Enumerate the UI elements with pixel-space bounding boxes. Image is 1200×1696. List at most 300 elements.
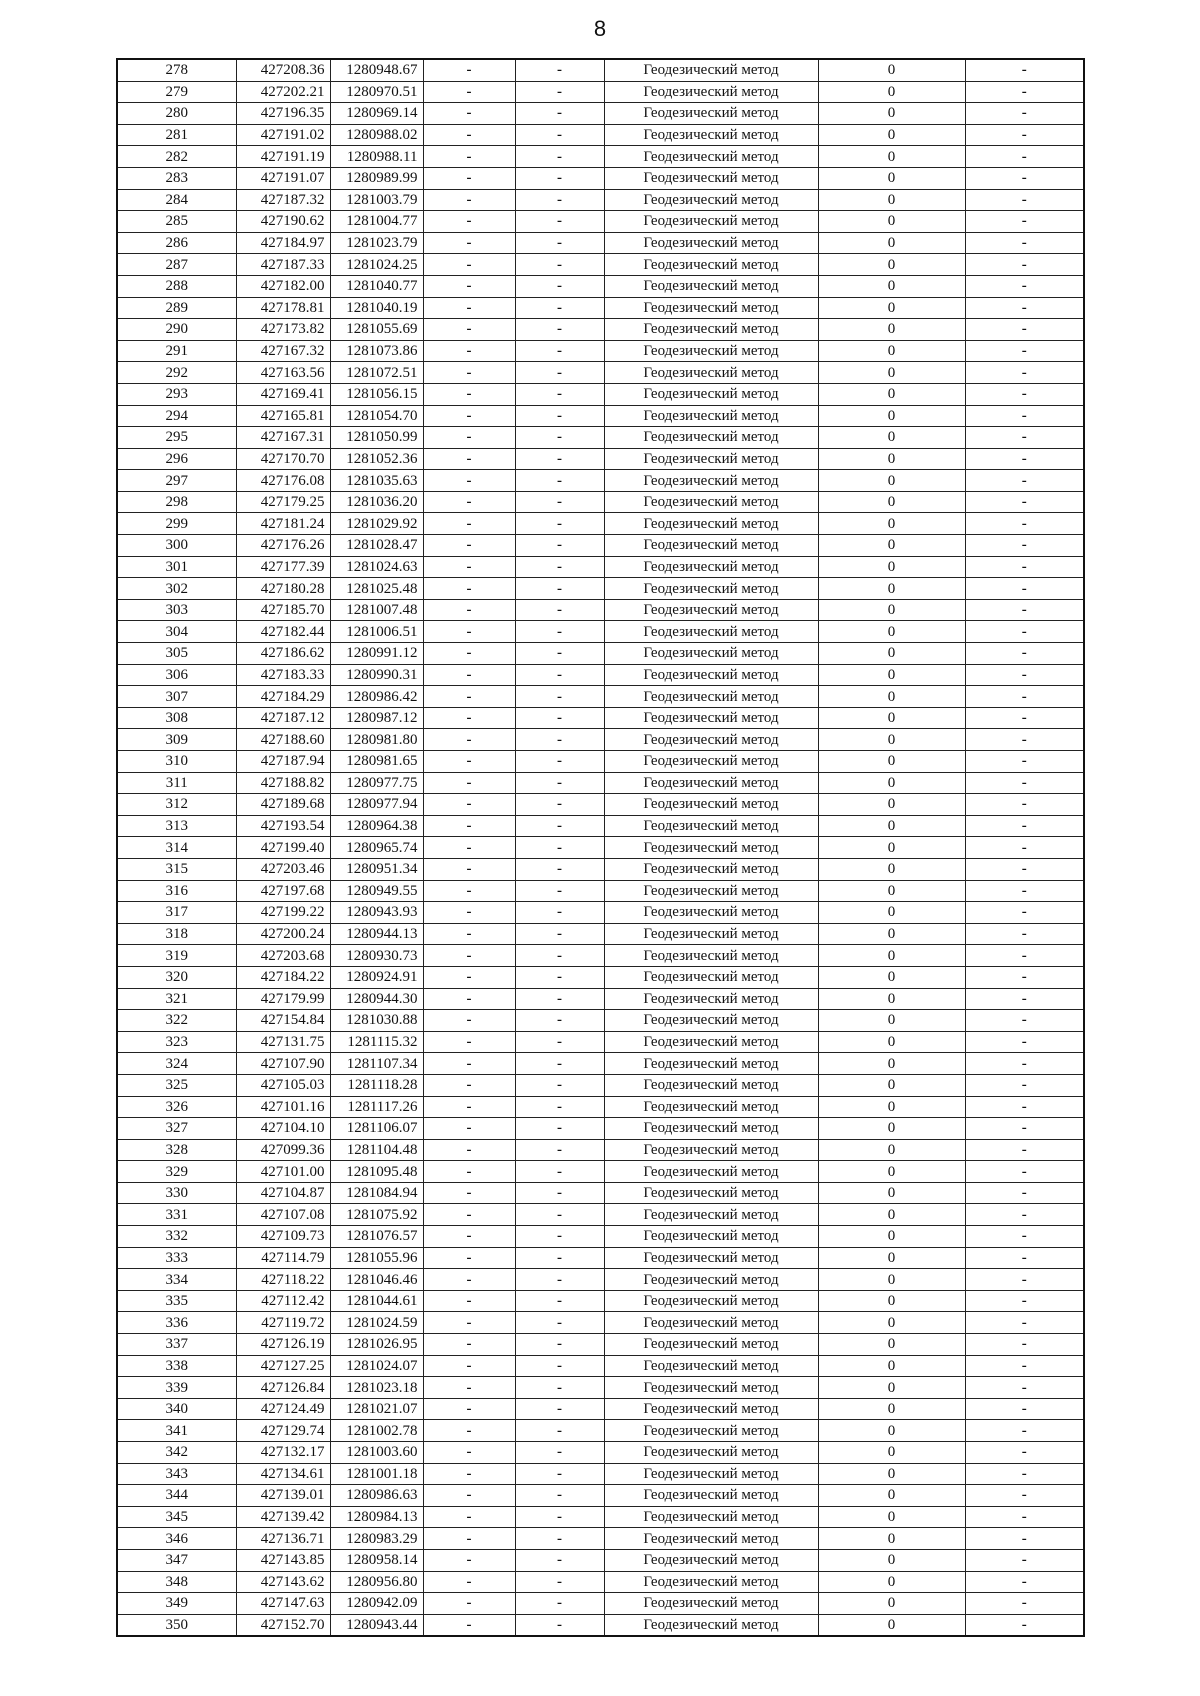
col7-cell: 0	[818, 1485, 965, 1507]
x-coordinate-cell: 427132.17	[236, 1442, 330, 1464]
table-row	[117, 1377, 1084, 1399]
table-row	[117, 1549, 1084, 1571]
y-coordinate-cell: 1280944.13	[330, 923, 423, 945]
table-row	[117, 1226, 1084, 1248]
x-coordinate-cell: 427184.22	[236, 966, 330, 988]
method-cell: Геодезический метод	[604, 1442, 818, 1464]
point-number-cell: 313	[117, 815, 236, 837]
method-cell: Геодезический метод	[604, 1204, 818, 1226]
col8-cell: -	[965, 1290, 1084, 1312]
method-cell: Геодезический метод	[604, 1312, 818, 1334]
x-coordinate-cell: 427202.21	[236, 81, 330, 103]
x-coordinate-cell: 427143.62	[236, 1571, 330, 1593]
x-coordinate-cell: 427181.24	[236, 513, 330, 535]
point-number-cell: 314	[117, 837, 236, 859]
col7-cell: 0	[818, 1053, 965, 1075]
col8-cell: -	[965, 923, 1084, 945]
y-coordinate-cell: 1281030.88	[330, 1010, 423, 1032]
col8-cell: -	[965, 1355, 1084, 1377]
x-coordinate-cell: 427147.63	[236, 1593, 330, 1615]
x-coordinate-cell: 427143.85	[236, 1549, 330, 1571]
method-cell: Геодезический метод	[604, 1290, 818, 1312]
col4-cell: -	[423, 1442, 515, 1464]
method-cell: Геодезический метод	[604, 167, 818, 189]
col4-cell: -	[423, 1161, 515, 1183]
col7-cell: 0	[818, 815, 965, 837]
y-coordinate-cell: 1281055.69	[330, 319, 423, 341]
table-row	[117, 664, 1084, 686]
y-coordinate-cell: 1281073.86	[330, 340, 423, 362]
col5-cell: -	[515, 1528, 604, 1550]
col5-cell: -	[515, 837, 604, 859]
col5-cell: -	[515, 599, 604, 621]
col4-cell: -	[423, 923, 515, 945]
point-number-cell: 282	[117, 146, 236, 168]
x-coordinate-cell: 427131.75	[236, 1031, 330, 1053]
col4-cell: -	[423, 1398, 515, 1420]
col7-cell: 0	[818, 232, 965, 254]
point-number-cell: 327	[117, 1118, 236, 1140]
col7-cell: 0	[818, 1010, 965, 1032]
x-coordinate-cell: 427126.19	[236, 1334, 330, 1356]
col5-cell: -	[515, 427, 604, 449]
x-coordinate-cell: 427193.54	[236, 815, 330, 837]
table-row	[117, 1593, 1084, 1615]
col4-cell: -	[423, 1571, 515, 1593]
col7-cell: 0	[818, 1204, 965, 1226]
table-row	[117, 211, 1084, 233]
col7-cell: 0	[818, 1312, 965, 1334]
table-row	[117, 1139, 1084, 1161]
y-coordinate-cell: 1281021.07	[330, 1398, 423, 1420]
method-cell: Геодезический метод	[604, 448, 818, 470]
point-number-cell: 293	[117, 383, 236, 405]
col7-cell: 0	[818, 103, 965, 125]
y-coordinate-cell: 1281052.36	[330, 448, 423, 470]
y-coordinate-cell: 1281084.94	[330, 1182, 423, 1204]
point-number-cell: 279	[117, 81, 236, 103]
col5-cell: -	[515, 513, 604, 535]
table-row	[117, 1506, 1084, 1528]
method-cell: Геодезический метод	[604, 1398, 818, 1420]
col7-cell: 0	[818, 1182, 965, 1204]
x-coordinate-cell: 427203.68	[236, 945, 330, 967]
col7-cell: 0	[818, 1593, 965, 1615]
col8-cell: -	[965, 535, 1084, 557]
y-coordinate-cell: 1280969.14	[330, 103, 423, 125]
col7-cell: 0	[818, 491, 965, 513]
y-coordinate-cell: 1281006.51	[330, 621, 423, 643]
col7-cell: 0	[818, 729, 965, 751]
point-number-cell: 281	[117, 124, 236, 146]
col4-cell: -	[423, 1420, 515, 1442]
point-number-cell: 285	[117, 211, 236, 233]
col5-cell: -	[515, 686, 604, 708]
x-coordinate-cell: 427187.32	[236, 189, 330, 211]
col5-cell: -	[515, 664, 604, 686]
point-number-cell: 306	[117, 664, 236, 686]
y-coordinate-cell: 1281076.57	[330, 1226, 423, 1248]
col7-cell: 0	[818, 383, 965, 405]
x-coordinate-cell: 427190.62	[236, 211, 330, 233]
col8-cell: -	[965, 988, 1084, 1010]
col4-cell: -	[423, 815, 515, 837]
x-coordinate-cell: 427187.12	[236, 707, 330, 729]
y-coordinate-cell: 1280943.44	[330, 1614, 423, 1636]
col5-cell: -	[515, 751, 604, 773]
method-cell: Геодезический метод	[604, 535, 818, 557]
point-number-cell: 278	[117, 59, 236, 81]
point-number-cell: 295	[117, 427, 236, 449]
y-coordinate-cell: 1280986.42	[330, 686, 423, 708]
col5-cell: -	[515, 211, 604, 233]
table-row	[117, 556, 1084, 578]
col5-cell: -	[515, 1161, 604, 1183]
page-number: 8	[593, 16, 607, 41]
col8-cell: -	[965, 1549, 1084, 1571]
table-row	[117, 1053, 1084, 1075]
col5-cell: -	[515, 1096, 604, 1118]
table-body	[117, 59, 1084, 1636]
col4-cell: -	[423, 1377, 515, 1399]
table-row	[117, 405, 1084, 427]
method-cell: Геодезический метод	[604, 340, 818, 362]
point-number-cell: 291	[117, 340, 236, 362]
method-cell: Геодезический метод	[604, 599, 818, 621]
method-cell: Геодезический метод	[604, 1549, 818, 1571]
method-cell: Геодезический метод	[604, 902, 818, 924]
y-coordinate-cell: 1281106.07	[330, 1118, 423, 1140]
col4-cell: -	[423, 1485, 515, 1507]
point-number-cell: 312	[117, 794, 236, 816]
point-number-cell: 321	[117, 988, 236, 1010]
x-coordinate-cell: 427152.70	[236, 1614, 330, 1636]
x-coordinate-cell: 427184.97	[236, 232, 330, 254]
method-cell: Геодезический метод	[604, 1053, 818, 1075]
col4-cell: -	[423, 966, 515, 988]
table-row	[117, 535, 1084, 557]
point-number-cell: 283	[117, 167, 236, 189]
col7-cell: 0	[818, 254, 965, 276]
col5-cell: -	[515, 124, 604, 146]
col5-cell: -	[515, 405, 604, 427]
method-cell: Геодезический метод	[604, 383, 818, 405]
x-coordinate-cell: 427187.94	[236, 751, 330, 773]
col4-cell: -	[423, 211, 515, 233]
col4-cell: -	[423, 297, 515, 319]
point-number-cell: 301	[117, 556, 236, 578]
col8-cell: -	[965, 167, 1084, 189]
col8-cell: -	[965, 1593, 1084, 1615]
col7-cell: 0	[818, 146, 965, 168]
col5-cell: -	[515, 794, 604, 816]
col5-cell: -	[515, 1377, 604, 1399]
col4-cell: -	[423, 124, 515, 146]
x-coordinate-cell: 427124.49	[236, 1398, 330, 1420]
method-cell: Геодезический метод	[604, 643, 818, 665]
table-row	[117, 751, 1084, 773]
col4-cell: -	[423, 837, 515, 859]
point-number-cell: 322	[117, 1010, 236, 1032]
method-cell: Геодезический метод	[604, 1118, 818, 1140]
col8-cell: -	[965, 1182, 1084, 1204]
col7-cell: 0	[818, 1528, 965, 1550]
col4-cell: -	[423, 1139, 515, 1161]
table-row	[117, 383, 1084, 405]
point-number-cell: 345	[117, 1506, 236, 1528]
col8-cell: -	[965, 1442, 1084, 1464]
method-cell: Геодезический метод	[604, 1420, 818, 1442]
table-row	[117, 643, 1084, 665]
col8-cell: -	[965, 1074, 1084, 1096]
col5-cell: -	[515, 772, 604, 794]
y-coordinate-cell: 1280949.55	[330, 880, 423, 902]
table-row	[117, 923, 1084, 945]
col4-cell: -	[423, 945, 515, 967]
col5-cell: -	[515, 275, 604, 297]
col8-cell: -	[965, 902, 1084, 924]
col7-cell: 0	[818, 297, 965, 319]
col4-cell: -	[423, 1312, 515, 1334]
x-coordinate-cell: 427187.33	[236, 254, 330, 276]
y-coordinate-cell: 1281046.46	[330, 1269, 423, 1291]
x-coordinate-cell: 427199.40	[236, 837, 330, 859]
y-coordinate-cell: 1281024.25	[330, 254, 423, 276]
method-cell: Геодезический метод	[604, 146, 818, 168]
col8-cell: -	[965, 1485, 1084, 1507]
col7-cell: 0	[818, 686, 965, 708]
method-cell: Геодезический метод	[604, 1485, 818, 1507]
col5-cell: -	[515, 383, 604, 405]
point-number-cell: 296	[117, 448, 236, 470]
col7-cell: 0	[818, 470, 965, 492]
col5-cell: -	[515, 966, 604, 988]
x-coordinate-cell: 427165.81	[236, 405, 330, 427]
col5-cell: -	[515, 1549, 604, 1571]
col8-cell: -	[965, 189, 1084, 211]
y-coordinate-cell: 1281002.78	[330, 1420, 423, 1442]
table-row	[117, 1204, 1084, 1226]
col5-cell: -	[515, 815, 604, 837]
method-cell: Геодезический метод	[604, 772, 818, 794]
x-coordinate-cell: 427107.90	[236, 1053, 330, 1075]
point-number-cell: 336	[117, 1312, 236, 1334]
col5-cell: -	[515, 232, 604, 254]
point-number-cell: 288	[117, 275, 236, 297]
method-cell: Геодезический метод	[604, 1334, 818, 1356]
x-coordinate-cell: 427119.72	[236, 1312, 330, 1334]
col7-cell: 0	[818, 1074, 965, 1096]
col5-cell: -	[515, 1226, 604, 1248]
method-cell: Геодезический метод	[604, 1182, 818, 1204]
col7-cell: 0	[818, 535, 965, 557]
col4-cell: -	[423, 146, 515, 168]
table-row	[117, 448, 1084, 470]
x-coordinate-cell: 427184.29	[236, 686, 330, 708]
point-number-cell: 300	[117, 535, 236, 557]
y-coordinate-cell: 1281024.07	[330, 1355, 423, 1377]
table-row	[117, 1269, 1084, 1291]
col4-cell: -	[423, 707, 515, 729]
y-coordinate-cell: 1281117.26	[330, 1096, 423, 1118]
col7-cell: 0	[818, 1549, 965, 1571]
y-coordinate-cell: 1280981.65	[330, 751, 423, 773]
col7-cell: 0	[818, 880, 965, 902]
col7-cell: 0	[818, 1226, 965, 1248]
col5-cell: -	[515, 643, 604, 665]
col8-cell: -	[965, 1420, 1084, 1442]
x-coordinate-cell: 427170.70	[236, 448, 330, 470]
point-number-cell: 299	[117, 513, 236, 535]
y-coordinate-cell: 1281023.18	[330, 1377, 423, 1399]
table-row	[117, 297, 1084, 319]
col7-cell: 0	[818, 837, 965, 859]
table-row	[117, 578, 1084, 600]
method-cell: Геодезический метод	[604, 988, 818, 1010]
col4-cell: -	[423, 664, 515, 686]
col7-cell: 0	[818, 556, 965, 578]
method-cell: Геодезический метод	[604, 232, 818, 254]
col5-cell: -	[515, 556, 604, 578]
col5-cell: -	[515, 578, 604, 600]
point-number-cell: 323	[117, 1031, 236, 1053]
point-number-cell: 341	[117, 1420, 236, 1442]
col5-cell: -	[515, 1506, 604, 1528]
col5-cell: -	[515, 491, 604, 513]
table-row	[117, 1334, 1084, 1356]
col8-cell: -	[965, 1614, 1084, 1636]
x-coordinate-cell: 427208.36	[236, 59, 330, 81]
y-coordinate-cell: 1281029.92	[330, 513, 423, 535]
method-cell: Геодезический метод	[604, 1139, 818, 1161]
x-coordinate-cell: 427177.39	[236, 556, 330, 578]
table-row	[117, 1442, 1084, 1464]
col8-cell: -	[965, 815, 1084, 837]
point-number-cell: 292	[117, 362, 236, 384]
col4-cell: -	[423, 232, 515, 254]
col5-cell: -	[515, 146, 604, 168]
col7-cell: 0	[818, 599, 965, 621]
x-coordinate-cell: 427127.25	[236, 1355, 330, 1377]
x-coordinate-cell: 427197.68	[236, 880, 330, 902]
y-coordinate-cell: 1281044.61	[330, 1290, 423, 1312]
method-cell: Геодезический метод	[604, 556, 818, 578]
col5-cell: -	[515, 1182, 604, 1204]
col8-cell: -	[965, 124, 1084, 146]
col7-cell: 0	[818, 945, 965, 967]
table-row	[117, 1398, 1084, 1420]
col5-cell: -	[515, 362, 604, 384]
col7-cell: 0	[818, 1571, 965, 1593]
method-cell: Геодезический метод	[604, 1096, 818, 1118]
method-cell: Геодезический метод	[604, 837, 818, 859]
point-number-cell: 339	[117, 1377, 236, 1399]
col4-cell: -	[423, 1614, 515, 1636]
table-row	[117, 81, 1084, 103]
col8-cell: -	[965, 275, 1084, 297]
table-row	[117, 470, 1084, 492]
point-number-cell: 331	[117, 1204, 236, 1226]
method-cell: Геодезический метод	[604, 124, 818, 146]
y-coordinate-cell: 1281004.77	[330, 211, 423, 233]
table-row	[117, 189, 1084, 211]
y-coordinate-cell: 1281095.48	[330, 1161, 423, 1183]
y-coordinate-cell: 1280930.73	[330, 945, 423, 967]
point-number-cell: 328	[117, 1139, 236, 1161]
col4-cell: -	[423, 772, 515, 794]
col7-cell: 0	[818, 1442, 965, 1464]
method-cell: Геодезический метод	[604, 1463, 818, 1485]
y-coordinate-cell: 1280965.74	[330, 837, 423, 859]
y-coordinate-cell: 1281050.99	[330, 427, 423, 449]
col5-cell: -	[515, 1398, 604, 1420]
x-coordinate-cell: 427118.22	[236, 1269, 330, 1291]
x-coordinate-cell: 427139.42	[236, 1506, 330, 1528]
col4-cell: -	[423, 729, 515, 751]
col5-cell: -	[515, 1420, 604, 1442]
y-coordinate-cell: 1280987.12	[330, 707, 423, 729]
y-coordinate-cell: 1281003.60	[330, 1442, 423, 1464]
y-coordinate-cell: 1280984.13	[330, 1506, 423, 1528]
col5-cell: -	[515, 1334, 604, 1356]
col5-cell: -	[515, 1614, 604, 1636]
col4-cell: -	[423, 1118, 515, 1140]
col4-cell: -	[423, 1247, 515, 1269]
col8-cell: -	[965, 254, 1084, 276]
method-cell: Геодезический метод	[604, 686, 818, 708]
x-coordinate-cell: 427167.31	[236, 427, 330, 449]
col8-cell: -	[965, 1053, 1084, 1075]
col5-cell: -	[515, 1247, 604, 1269]
method-cell: Геодезический метод	[604, 923, 818, 945]
col4-cell: -	[423, 1506, 515, 1528]
x-coordinate-cell: 427107.08	[236, 1204, 330, 1226]
col5-cell: -	[515, 1463, 604, 1485]
col5-cell: -	[515, 340, 604, 362]
method-cell: Геодезический метод	[604, 297, 818, 319]
col7-cell: 0	[818, 427, 965, 449]
col5-cell: -	[515, 621, 604, 643]
col5-cell: -	[515, 988, 604, 1010]
x-coordinate-cell: 427114.79	[236, 1247, 330, 1269]
point-number-cell: 332	[117, 1226, 236, 1248]
col4-cell: -	[423, 1226, 515, 1248]
col7-cell: 0	[818, 1247, 965, 1269]
x-coordinate-cell: 427099.36	[236, 1139, 330, 1161]
y-coordinate-cell: 1281075.92	[330, 1204, 423, 1226]
col4-cell: -	[423, 383, 515, 405]
y-coordinate-cell: 1280944.30	[330, 988, 423, 1010]
col7-cell: 0	[818, 275, 965, 297]
col7-cell: 0	[818, 1290, 965, 1312]
x-coordinate-cell: 427101.16	[236, 1096, 330, 1118]
col7-cell: 0	[818, 1139, 965, 1161]
method-cell: Геодезический метод	[604, 81, 818, 103]
point-number-cell: 317	[117, 902, 236, 924]
x-coordinate-cell: 427134.61	[236, 1463, 330, 1485]
col8-cell: -	[965, 556, 1084, 578]
point-number-cell: 307	[117, 686, 236, 708]
col7-cell: 0	[818, 124, 965, 146]
point-number-cell: 338	[117, 1355, 236, 1377]
col7-cell: 0	[818, 405, 965, 427]
col8-cell: -	[965, 1096, 1084, 1118]
col8-cell: -	[965, 729, 1084, 751]
col4-cell: -	[423, 1074, 515, 1096]
col5-cell: -	[515, 448, 604, 470]
table-row	[117, 1614, 1084, 1636]
table-row	[117, 988, 1084, 1010]
